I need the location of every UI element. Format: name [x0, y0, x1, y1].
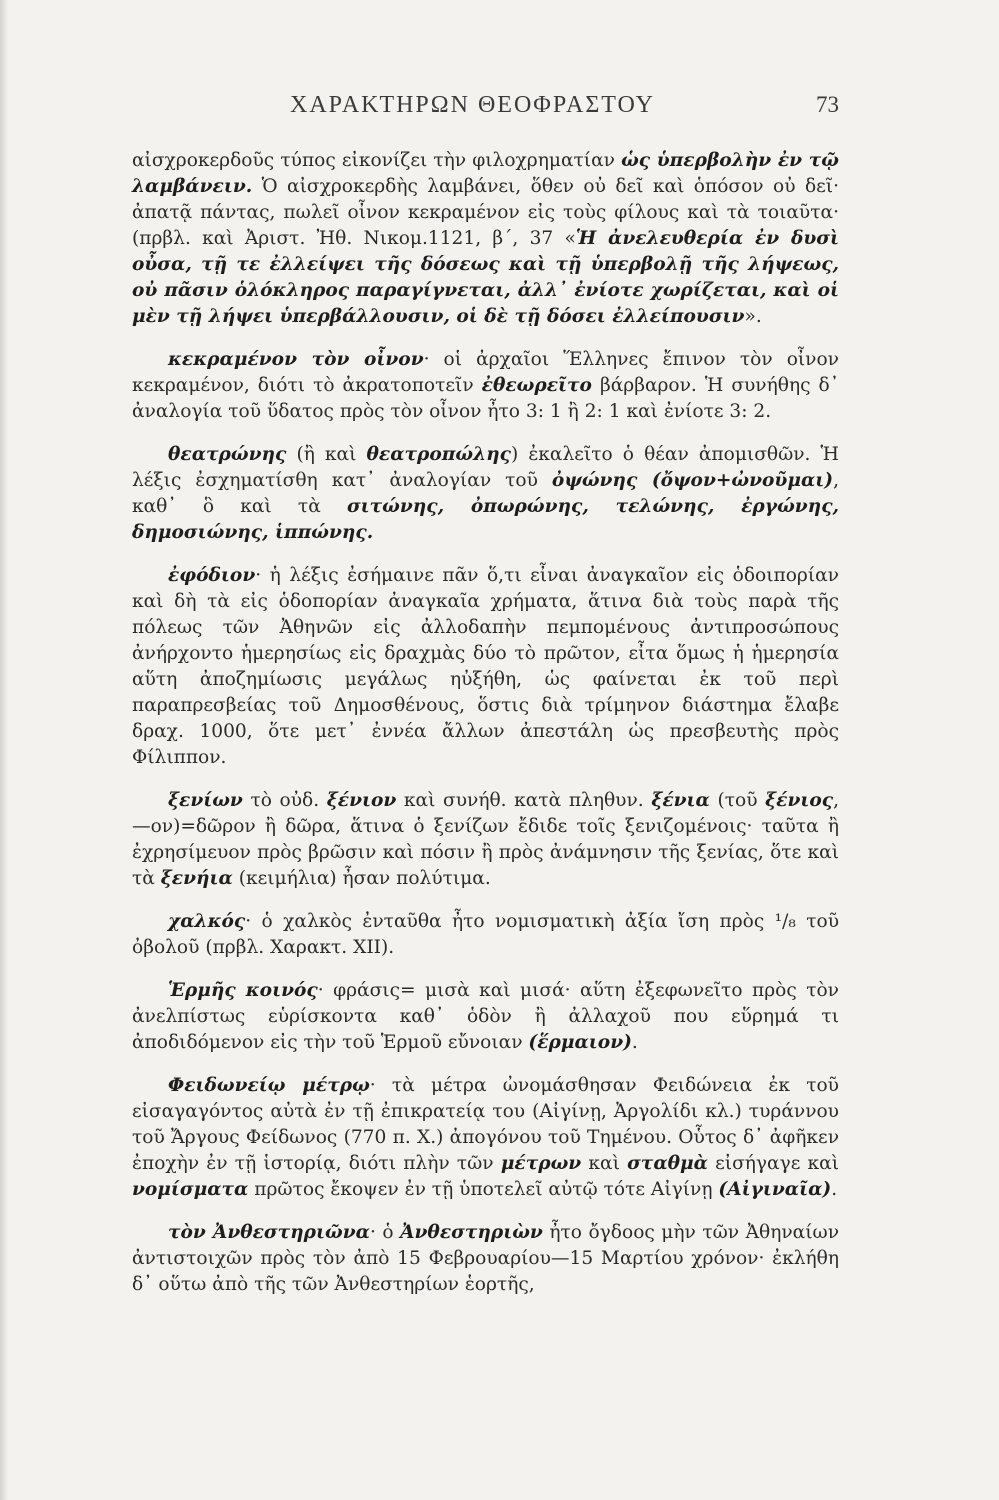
- text-run: (κειμήλια) ἦσαν πολύτιμα.: [232, 868, 491, 889]
- text-run: · ὁ χαλκὸς ἐνταῦθα ἦτο νομισματικὴ ἀξία ἴση πρὸς ¹/₈ τοῦ ὀβολοῦ (πρβλ. Χαρακτ. XII).: [132, 911, 839, 958]
- emphasized-term: ξενήια: [160, 868, 233, 889]
- emphasized-term: ὡς ὑπερβολὴν ἐν τῷ λαμβάνειν.: [132, 150, 839, 197]
- text-run: (τοῦ: [709, 790, 766, 811]
- emphasized-term: θεατροπώλης: [366, 444, 511, 465]
- emphasized-term: Φειδωνείῳ μέτρῳ: [168, 1075, 370, 1096]
- emphasized-term: ξένιος: [765, 790, 834, 811]
- emphasized-term: τὸν Ἀνθεστηριῶνα: [168, 1222, 370, 1243]
- emphasized-term: (Αἰγιναῖα): [718, 1179, 832, 1200]
- text-run: Ὁ αἰσχροκερδὴς λαμβάνει, ὅθεν οὐ δεῖ καὶ ὁπόσον οὐ δεῖ· ἀπατᾷ πάντας, πωλεῖ οἶνον κεκραμένον εἰς τοὺς φίλους καὶ τὰ τοιαῦτα· (πρβλ. καὶ Ἀριστ. Ἠθ. Νικομ.1121, β΄, 37 «: [132, 176, 839, 249]
- text-run: καὶ συνήθ. κατὰ πληθυν.: [396, 790, 652, 811]
- emphasized-term: σταθμὰ: [627, 1153, 708, 1174]
- emphasized-term: μέτρων: [500, 1153, 582, 1174]
- emphasized-term: χαλκός: [168, 911, 246, 932]
- paragraph-anthesterion: [132, 1220, 839, 1298]
- running-title: ΧΑΡΑΚΤΗΡΩΝ ΘΕΟΦΡΑΣΤΟΥ: [290, 92, 655, 118]
- emphasized-term: νομίσματα: [132, 1179, 249, 1200]
- text-run: ) ἐκαλεῖτο ὁ θέαν ἀπομισθῶν. Ἡ λέξις ἐσχηματίσθη κατ᾽ ἀναλογίαν τοῦ: [132, 444, 839, 491]
- text-run: αἰσχροκερδοῦς τύπος εἰκονίζει τὴν φιλοχρηματίαν: [132, 150, 622, 171]
- text-run: καὶ: [581, 1153, 628, 1174]
- paragraph-hermes-koinos: [132, 978, 839, 1056]
- text-run: · ἡ λέξις ἐσήμαινε πᾶν ὅ,τι εἶναι ἀναγκαῖον εἰς ὁδοιπορίαν καὶ δὴ τὰ εἰς ὁδοπορίαν ἀναγκαῖα χρήματα, ἅτινα διὰ τοὺς παρὰ τῆς πόλεως τῶν Ἀθηνῶν εἰς ἀλλοδαπὴν πεμπομένους ἀντιπροσώπους ἀνήρχοντο ἡμερησίως εἰς δραχμὰς δύο τὸ πρῶτον, εἶτα ὅμως ἡ ἡμερησία αὕτη ἀποζημίωσις μεγάλως ηὐξήθη, ὡς φαίνεται ἐκ τοῦ περὶ παραπρεσβείας τοῦ Δημοσθένους, ὅστις διὰ τρίμηνον διάστημα ἔλαβε δραχ. 1000, ὅτε μετ᾽ ἐννέα ἄλλων ἀπεστάλη ὡς πρεσβευτὴς πρὸς Φίλιππον.: [132, 565, 839, 768]
- text-run: ,—ον)=δῶρον ἢ δῶρα, ἅτινα ὁ ξενίζων ἔδιδε τοῖς ξενιζομένοις· ταῦτα ἢ ἐχρησίμευον πρὸς βρῶσιν καὶ πόσιν ἢ πρὸς ἀνάμνησιν τῆς ξενίας, ὅτε καὶ τὰ: [132, 790, 839, 889]
- emphasized-term: ἐθεωρεῖτο: [481, 375, 592, 396]
- paragraph-xenion: [132, 788, 839, 892]
- body-text: [132, 148, 839, 1298]
- emphasized-term: ἐφόδιον: [168, 565, 256, 586]
- text-run: ».: [744, 306, 762, 327]
- emphasized-term: σιτώνης, ὀπωρώνης, τελώνης, ἐργώνης, δημοσιώνης, ἱππώνης.: [132, 496, 839, 543]
- text-run: · τὰ μέτρα ὠνομάσθησαν Φειδώνεια ἐκ τοῦ εἰσαγαγόντος αὐτὰ ἐν τῇ ἐπικρατείᾳ του (Αἰγίνῃ, Ἀργολίδι κλ.) τυράννου τοῦ Ἄργους Φείδωνος (770 π. Χ.) ἀπογόνου τοῦ Τημένου. Οὗτος δ᾽ ἀφῆκεν ἐποχὴν ἐν τῇ ἱστορίᾳ, διότι πλὴν τῶν: [132, 1075, 839, 1174]
- emphasized-term: ξένια: [651, 790, 710, 811]
- emphasized-term: Ἀνθεστηριὼν: [400, 1222, 543, 1243]
- emphasized-term: κεκραμένον τὸν οἶνον: [168, 349, 424, 370]
- paragraph-chalkos: [132, 909, 839, 961]
- text-run: εἰσήγαγε καὶ: [707, 1153, 839, 1174]
- emphasized-term: θεατρώνης: [168, 444, 287, 465]
- paragraph-pheidoneio-metro: [132, 1073, 839, 1203]
- emphasized-term: Ἡ ἀνελευθερία ἐν δυσὶ οὖσα, τῇ τε ἐλλείψει τῆς δόσεως καὶ τῇ ὑπερβολῇ τῆς λήψεως, οὐ πᾶσιν ὁλόκληρος παραγίγνεται, ἀλλ᾽ ἐνίοτε χωρίζεται, καὶ οἱ μὲν τῇ λήψει ὑπερβάλλουσιν, οἱ δὲ τῇ δόσει ἐλλείπουσιν: [132, 228, 839, 327]
- page-number: 73: [816, 92, 839, 117]
- paragraph-aischrokerdes: [132, 148, 839, 330]
- text-run: βάρβαρον. Ἡ συνήθης δ᾽ ἀναλογία τοῦ ὕδατος πρὸς τὸν οἶνον ἦτο 3: 1 ἢ 2: 1 καὶ ἐνίοτε 3: 2.: [132, 375, 840, 422]
- emphasized-term: (ἕρμαιον): [528, 1032, 632, 1053]
- text-run: πρῶτος ἔκοψεν ἐν τῇ ὑποτελεῖ αὐτῷ τότε Αἰγίνῃ: [248, 1179, 719, 1200]
- text-run: .: [831, 1179, 838, 1200]
- emphasized-term: Ἑρμῆς κοινός: [168, 980, 318, 1001]
- text-run: ἦτο ὄγδοος μὴν τῶν Ἀθηναίων ἀντιστοιχῶν πρὸς τὸν ἀπὸ 15 Φεβρουαρίου—15 Μαρτίου χρόνον· ἐκλήθη δ᾽ οὕτω ἀπὸ τῆς τῶν Ἀνθεστηρίων ἑορτῆς,: [132, 1222, 839, 1295]
- emphasized-term: ξένιον: [326, 790, 397, 811]
- text-run: · ὁ: [369, 1222, 401, 1243]
- running-header: [290, 92, 839, 128]
- text-run: · οἱ ἀρχαῖοι Ἕλληνες ἔπινον τὸν οἶνον κεκραμένον, διότι τὸ ἀκρατοποτεῖν: [132, 349, 839, 396]
- text-run: .: [631, 1032, 638, 1053]
- text-run: (ἢ καὶ: [286, 444, 367, 465]
- emphasized-term: ξενίων: [168, 790, 243, 811]
- paragraph-theatrones: [132, 442, 839, 546]
- text-run: , καθ᾽ ὃ καὶ τὰ: [132, 470, 839, 517]
- text-run: τὸ οὐδ.: [242, 790, 327, 811]
- text-run: · φράσις= μισὰ καὶ μισά· αὕτη ἐξεφωνεῖτο πρὸς τὸν ἀνελπίστως εὑρίσκοντα καθ᾽ ὁδὸν ἢ ἀλλαχοῦ που εὕρημά τι ἀποδιδόμενον εἰς τὴν τοῦ Ἑρμοῦ εὔνοιαν: [132, 980, 839, 1053]
- paragraph-kekramenon-oinon: [132, 347, 839, 425]
- emphasized-term: ὀψώνης (ὄψον+ὠνοῦμαι): [551, 470, 834, 491]
- paragraph-ephodion: [132, 563, 839, 771]
